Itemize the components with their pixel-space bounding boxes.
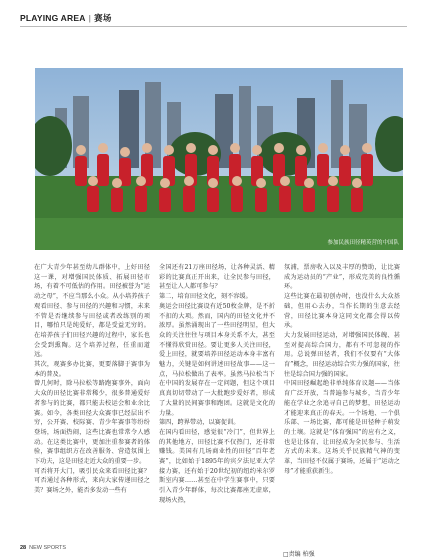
section-label-en: PLAYING AREA <box>20 13 86 23</box>
team-photo-illustration <box>35 68 403 250</box>
photo-caption: 参加民族田径精英营的中国队 <box>327 240 399 246</box>
team-photo <box>35 68 403 250</box>
section-label-zh: 赛场 <box>94 13 112 23</box>
magazine-name: NEW SPORTS <box>29 545 67 551</box>
page-header <box>0 0 427 40</box>
editor-credit: □责编 柏强 <box>283 551 315 558</box>
section-label: PLAYING AREA | 赛场 <box>20 13 112 23</box>
article-column-2: 全国还有21万座田径场，让各种灵活、精彩的比赛真正开出来，让全民参与田径，甚至让人人都可参与？ 第二，培育田径文化，刻不容缓。 奥运会田径比赛设有近50枚金牌，是不折不扣的大项。然而，国内的田径文化并不浓厚。虽然涌现出了一些田径明星，但大众的关注往往与项目本身关系不大，甚至不懂得欣赏田径。要让更多人关注田径，爱上田径，就要培养田径运动本身丰富有魅力，关键是如何讲述田径故事——这一点，马拉松做出了表率。虽然马拉松当下在中国的发展存在一定问题，但这个项目真真切切带动了一大批跑步爱好者，形成了大量的民间赛事和跑团。这就是文化的力量。 第四，跨界带动，以赛促训。 在国内看田径，感觉很“冷门”，但世界上的其他地方，田径比赛不仅热门，还非常赚钱。美国有几场商业性的田径“百年老赛”，比如始于1895年的宾夕法尼亚大学接力赛，还有始于20世纪初的纽约米尔罗斯室内赛……甚至在中学生赛事中，只要引入青少年群体，每次比赛都座无虚席，现场火热， <box>159 264 275 504</box>
page-number: 28 <box>20 545 27 551</box>
page-footer <box>20 545 66 551</box>
article-column-1: 在广大青少年甚至幼儿群体中，上好田径这一课，对增强国民体质、拓展田径市场，有着不可低估的作用。田径被誉为“运动之母”，不应当那么小众。从小培养孩子观看田径、参与田径的兴趣和习惯，未来不管是否继续参与田径或者改练别的项目，哪怕只是纯爱好，都是受益无穷的。在培养孩子们田径兴趣的过程中，家长也会受到熏陶。这个培养过程，任重而道远。 其次，观赛多办比赛，更要落脚于赛事为本的普及。 曾几何时，除马拉松等路跑赛事外，面向大众的田径比赛非常稀少，很多普通爱好者参与的比赛，都只能去校运会和业余比赛。如今，各类田径大众赛事已经层出不穷，公开赛、校际赛、青少年赛事等纷纷登场，场面热闹，这些比赛也常常令人感动。在这类比赛中，更加注重参赛者的体验，赛事组织方在改善服务、营造氛围上下功夫，这是田径走近大众的重要一步。 可否将开大门，吸引民众来看田径比赛？可否通过各种形式，来向大家传递田径之美？赛场之外，能否多发动一些有 <box>34 264 150 495</box>
article-column-3: 氛浦，票房收入以及丰厚的赞助，让比赛成为运动员的“产业”，形成完美的良性循环。 这些比赛在最初创办时，也没什么大众基础，但用心去办，当作长期的生意去经营，田径比赛本身这同文化都会得以传承。 大力发展田径运动，对增强国民体魄、甚至对提高综合国力，都有不可忽视的作用。总说弹田径者，我们不仅要有“大体育”概念，田径运动综合实力强的国家，往往是综合国力强的国家。 中国田径崛起绝非单纯体育议题——当体育广泛开放，当普遍参与城乡，当青少年能在学业之余追寻自己的梦想，田径运动才能迎来真正的春天。一个场地、一个俱乐部、一场比赛，都可能是田径种子萌发的土壤。这就是“体育强国”的应有之义，也是让体育、让田径成为全民参与、生活方式的未来。这场关乎民族精气神的变革，当田径不仅属于赛场，还属于“运动之母”才能重获新生。 <box>284 264 400 475</box>
header-rule <box>20 26 407 27</box>
